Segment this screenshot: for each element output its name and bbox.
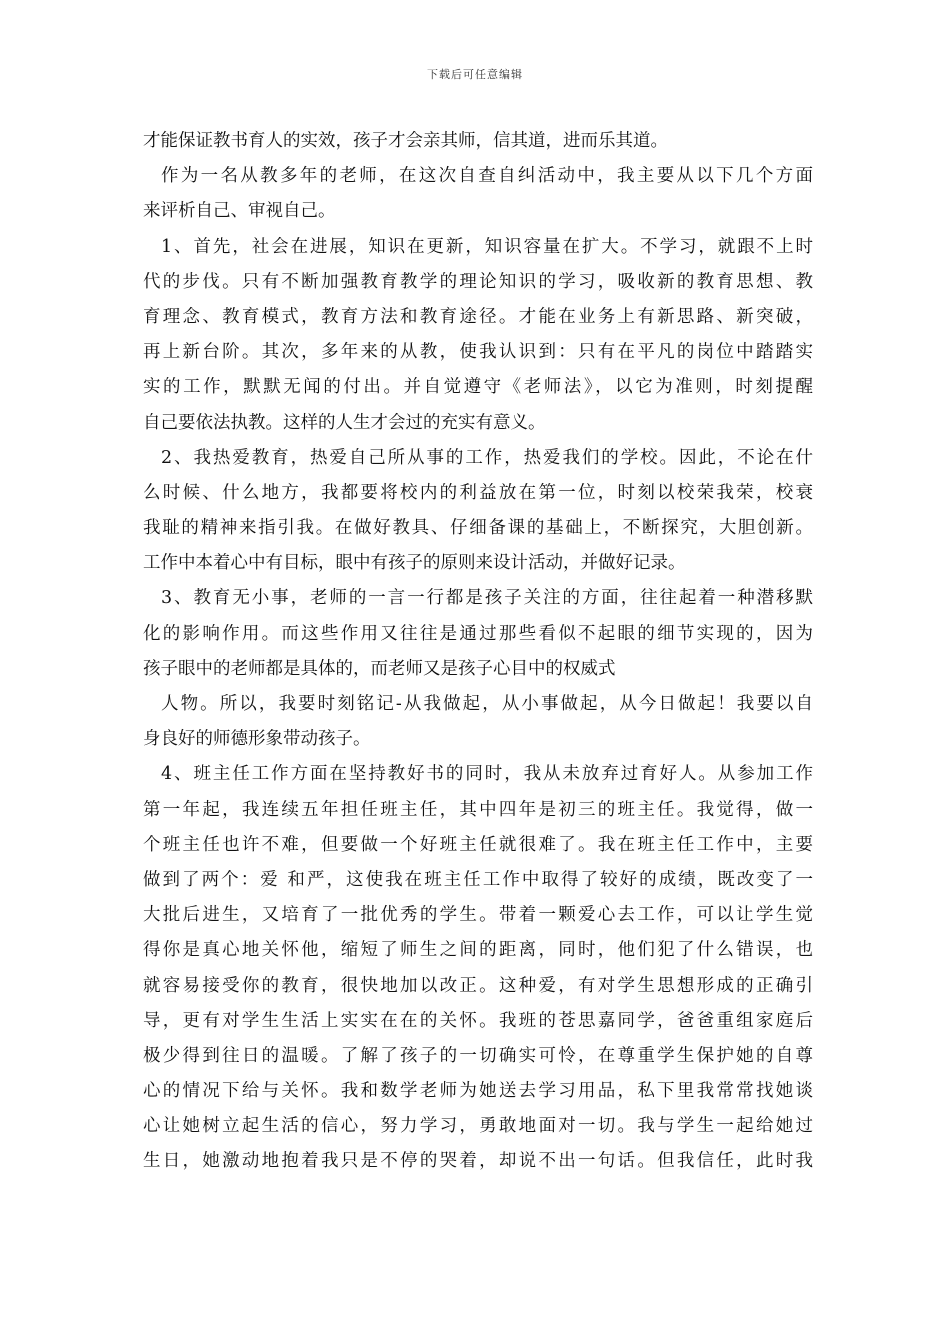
- text-line: 代的步伐。只有不断加强教育教学的理论知识的学习，吸收新的教育思想、教: [143, 271, 813, 292]
- document-body: [143, 124, 813, 1180]
- text-line: 4、班主任工作方面在坚持教好书的同时，我从未放弃过育好人。从参加工作: [161, 764, 813, 785]
- text-line: 得你是真心地关怀他，缩短了师生之间的距离，同时，他们犯了什么错误，也: [143, 940, 813, 961]
- text-line: 1、首先，社会在进展，知识在更新，知识容量在扩大。不学习，就跟不上时: [161, 236, 813, 257]
- text-line: 3、教育无小事，老师的一言一行都是孩子关注的方面，往往起着一种潜移默: [161, 588, 813, 609]
- text-line: 实的工作，默默无闻的付出。并自觉遵守《老师法》，以它为准则，时刻提醒: [143, 377, 813, 398]
- text-line: 极少得到往日的温暖。了解了孩子的一切确实可怜，在尊重学生保护她的自尊: [143, 1045, 813, 1066]
- text-line: 心让她树立起生活的信心，努力学习，勇敢地面对一切。我与学生一起给她过: [143, 1116, 813, 1137]
- text-line: 才能保证教书育人的实效，孩子才会亲其师，信其道，进而乐其道。: [143, 131, 668, 151]
- text-line: 心的情况下给与关怀。我和数学老师为她送去学习用品，私下里我常常找她谈: [143, 1081, 813, 1102]
- text-line: 化的影响作用。而这些作用又往往是通过那些看似不起眼的细节实现的，因为: [143, 623, 813, 644]
- text-line: 大批后进生，又培育了一批优秀的学生。带着一颗爱心去工作，可以让学生觉: [143, 905, 813, 926]
- text-line: 再上新台阶。其次，多年来的从教，使我认识到：只有在平凡的岗位中踏踏实: [143, 342, 813, 363]
- text-line: 作为一名从教多年的老师，在这次自查自纠活动中，我主要从以下几个方面: [161, 166, 813, 187]
- text-line: 育理念、教育模式，教育方法和教育途径。才能在业务上有新思路、新突破，: [143, 306, 813, 327]
- text-line: 就容易接受你的教育，很快地加以改正。这种爱，有对学生思想形成的正确引: [143, 975, 813, 996]
- text-line: 导，更有对学生生活上实实在在的关怀。我班的苍思嘉同学，爸爸重组家庭后: [143, 1010, 813, 1031]
- text-line: 孩子眼中的老师都是具体的，而老师又是孩子心目中的权威式: [143, 658, 616, 679]
- text-line: 2、我热爱教育，热爱自己所从事的工作，热爱我们的学校。因此，不论在什: [161, 447, 813, 468]
- text-line: 第一年起，我连续五年担任班主任，其中四年是初三的班主任。我觉得，做一: [143, 799, 813, 820]
- text-line: 自己要依法执教。这样的人生才会过的充实有意义。: [143, 412, 546, 433]
- text-line: 身良好的师德形象带动孩子。: [143, 729, 371, 750]
- text-line: 做到了两个：爱 和严，这使我在班主任工作中取得了较好的成绩，既改变了一: [143, 869, 813, 890]
- text-line: 生日，她激动地抱着我只是不停的哭着，却说不出一句话。但我信任，此时我: [143, 1151, 813, 1172]
- text-line: 来评析自己、审视自己。: [143, 201, 336, 222]
- text-line: 工作中本着心中有目标，眼中有孩子的原则来设计活动，并做好记录。: [143, 553, 686, 574]
- text-line: 么时候、什么地方，我都要将校内的利益放在第一位，时刻以校荣我荣，校衰: [143, 482, 813, 503]
- page-header: 下载后可任意编辑: [427, 68, 523, 81]
- text-line: 个班主任也许不难，但要做一个好班主任就很难了。我在班主任工作中，主要: [143, 834, 813, 855]
- text-line: 人物。所以，我要时刻铭记-从我做起，从小事做起，从今日做起！我要以自: [161, 694, 813, 714]
- text-line: 我耻的精神来指引我。在做好教具、仔细备课的基础上，不断探究，大胆创新。: [143, 518, 813, 539]
